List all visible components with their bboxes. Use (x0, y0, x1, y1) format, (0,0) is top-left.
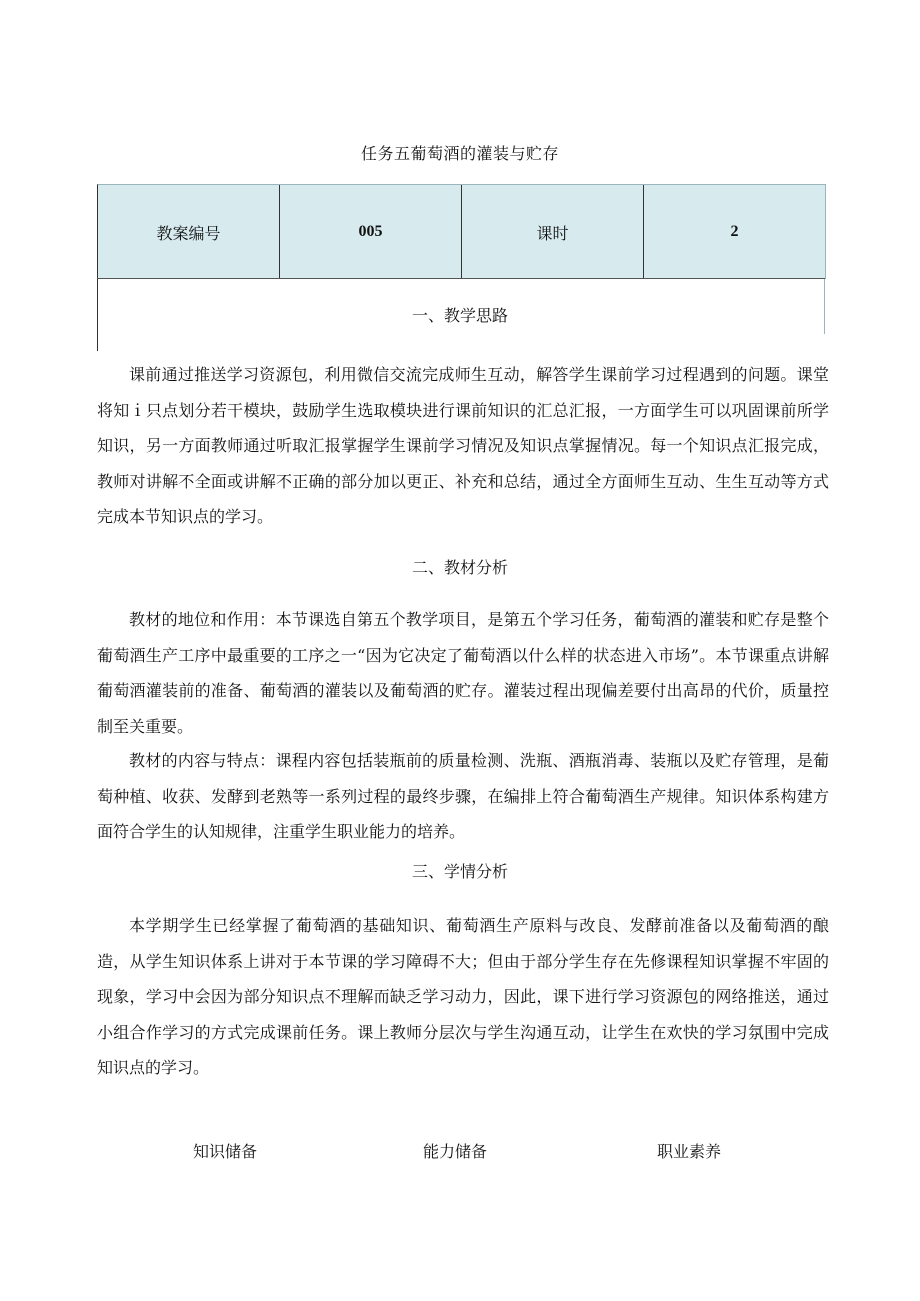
plan-number-value: 005 (280, 185, 462, 279)
plan-number-label: 教案编号 (98, 185, 280, 279)
student-analysis-paragraph: 本学期学生已经掌握了葡萄酒的基础知识、葡萄酒生产原料与改良、发酵前准备以及葡萄酒的酿造，从学生知识体系上讲对于本节课的学习障碍不大；但由于部分学生存在先修课程知识掌握不牢固的现象，学习中会因为部分知识点不理解而缺乏学习动力，因此，课下进行学习资源包的网络推送，通过小组合作学习的方式完成课前任务。课上教师分层次与学生沟通互动，让学生在欢快的学习氛围中完成知识点的学习。 (97, 916, 829, 1077)
table-divider (97, 278, 825, 279)
teaching-approach-paragraph: 课前通过推送学习资源包，利用微信交流完成师生互动，解答学生课前学习过程遇到的问题。课堂将知ｉ只点划分若干模块，鼓励学生选取模块进行课前知识的汇总汇报，一方面学生可以巩固课前所学知识，另一方面教师通过听取汇报掌握学生课前学习情况及知识点掌握情况。每一个知识点汇报完成，教师对讲解不全面或讲解不正确的部分加以更正、补充和总结，通过全方面师生互动、生生互动等方式完成本节知识点的学习。 (97, 365, 829, 526)
lesson-info-table (97, 184, 826, 279)
textbook-content-paragraph: 教材的内容与特点：课程内容包括装瓶前的质量检测、洗瓶、酒瓶消毒、装瓶以及贮存管理，是葡萄种植、收获、发酵到老熟等一系列过程的最终步骤，在编排上符合葡萄酒生产规律。知识体系构建方面符合学生的认知规律，注重学生职业能力的培养。 (97, 751, 829, 841)
section-heading-textbook-analysis: 二、教材分析 (411, 558, 508, 577)
class-hours-label: 课时 (462, 185, 644, 279)
ability-reserve-label: 能力储备 (423, 1142, 488, 1161)
document-title: 任务五葡萄酒的灌装与贮存 (360, 144, 559, 163)
textbook-role-paragraph: 教材的地位和作用：本节课选自第五个教学项目，是第五个学习任务，葡萄酒的灌装和贮存是整个葡萄酒生产工序中最重要的工序之一“因为它决定了葡萄酒以什么样的状态进入市场”。本节课重点讲解葡萄酒灌装前的准备、葡萄酒的灌装以及葡萄酒的贮存。灌装过程出现偏差要付出高昂的代价，质量控制至关重要。 (97, 610, 829, 736)
section-heading-teaching-approach: 一、教学思路 (411, 306, 508, 325)
professional-quality-label: 职业素养 (657, 1142, 722, 1161)
knowledge-reserve-label: 知识储备 (193, 1142, 258, 1161)
section-heading-student-analysis: 三、学情分析 (411, 862, 508, 881)
class-hours-value: 2 (644, 185, 826, 279)
